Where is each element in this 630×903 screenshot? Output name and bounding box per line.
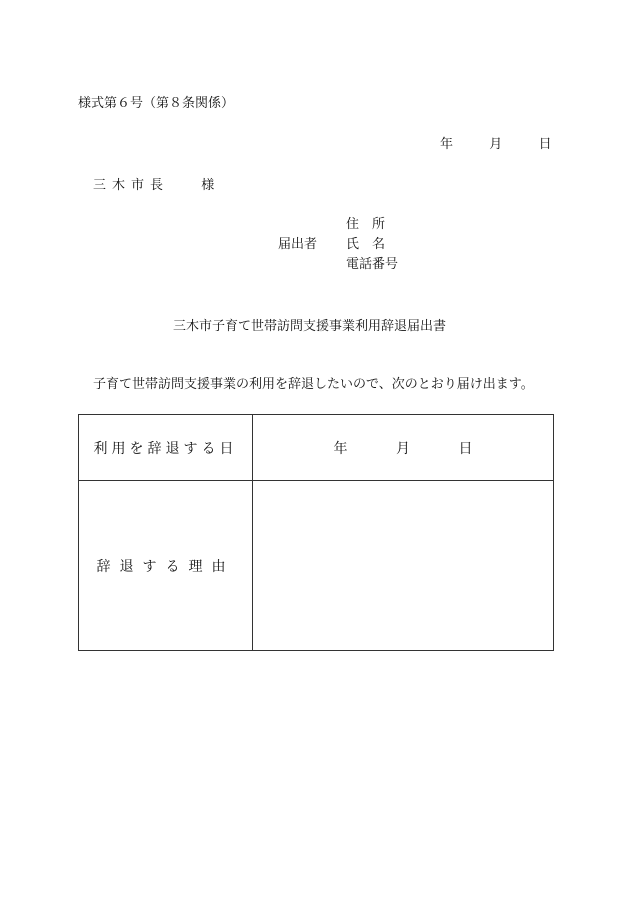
- phone-label: 電話番号: [346, 257, 399, 272]
- date-header-month: 月: [489, 137, 503, 152]
- withdrawal-date-day: 日: [458, 440, 473, 457]
- date-header: [440, 137, 552, 153]
- address-label: 住 所: [346, 217, 386, 232]
- withdrawal-date-label-cell: [79, 415, 253, 481]
- withdrawal-reason-cell[interactable]: [253, 481, 554, 651]
- date-header-day: 日: [538, 137, 552, 152]
- table-row: [79, 415, 554, 481]
- withdrawal-date-month: 月: [396, 440, 410, 457]
- withdrawal-table: [78, 414, 554, 651]
- withdrawal-date-cell[interactable]: [253, 415, 554, 481]
- withdrawal-date-label: 利用を辞退する日: [93, 440, 238, 457]
- form-number: 様式第６号（第８条関係）: [78, 96, 235, 111]
- body-text: 子育て世帯訪問支援事業の利用を辞退したいので、次のとおり届け出ます。: [93, 377, 534, 392]
- addressee: [93, 178, 214, 194]
- applicant-label: 届出者: [278, 237, 318, 252]
- addressee-honorific: 様: [201, 178, 215, 193]
- withdrawal-date-year: 年: [333, 440, 348, 457]
- table-row: [79, 481, 554, 651]
- withdrawal-reason-label: 辞退する理由: [96, 558, 235, 575]
- name-label: 氏 名: [346, 237, 386, 252]
- withdrawal-reason-label-cell: [79, 481, 253, 651]
- date-header-year: 年: [440, 137, 454, 152]
- addressee-name: 三木市長: [93, 178, 170, 193]
- document-title: 三木市子育て世帯訪問支援事業利用辞退届出書: [173, 319, 447, 334]
